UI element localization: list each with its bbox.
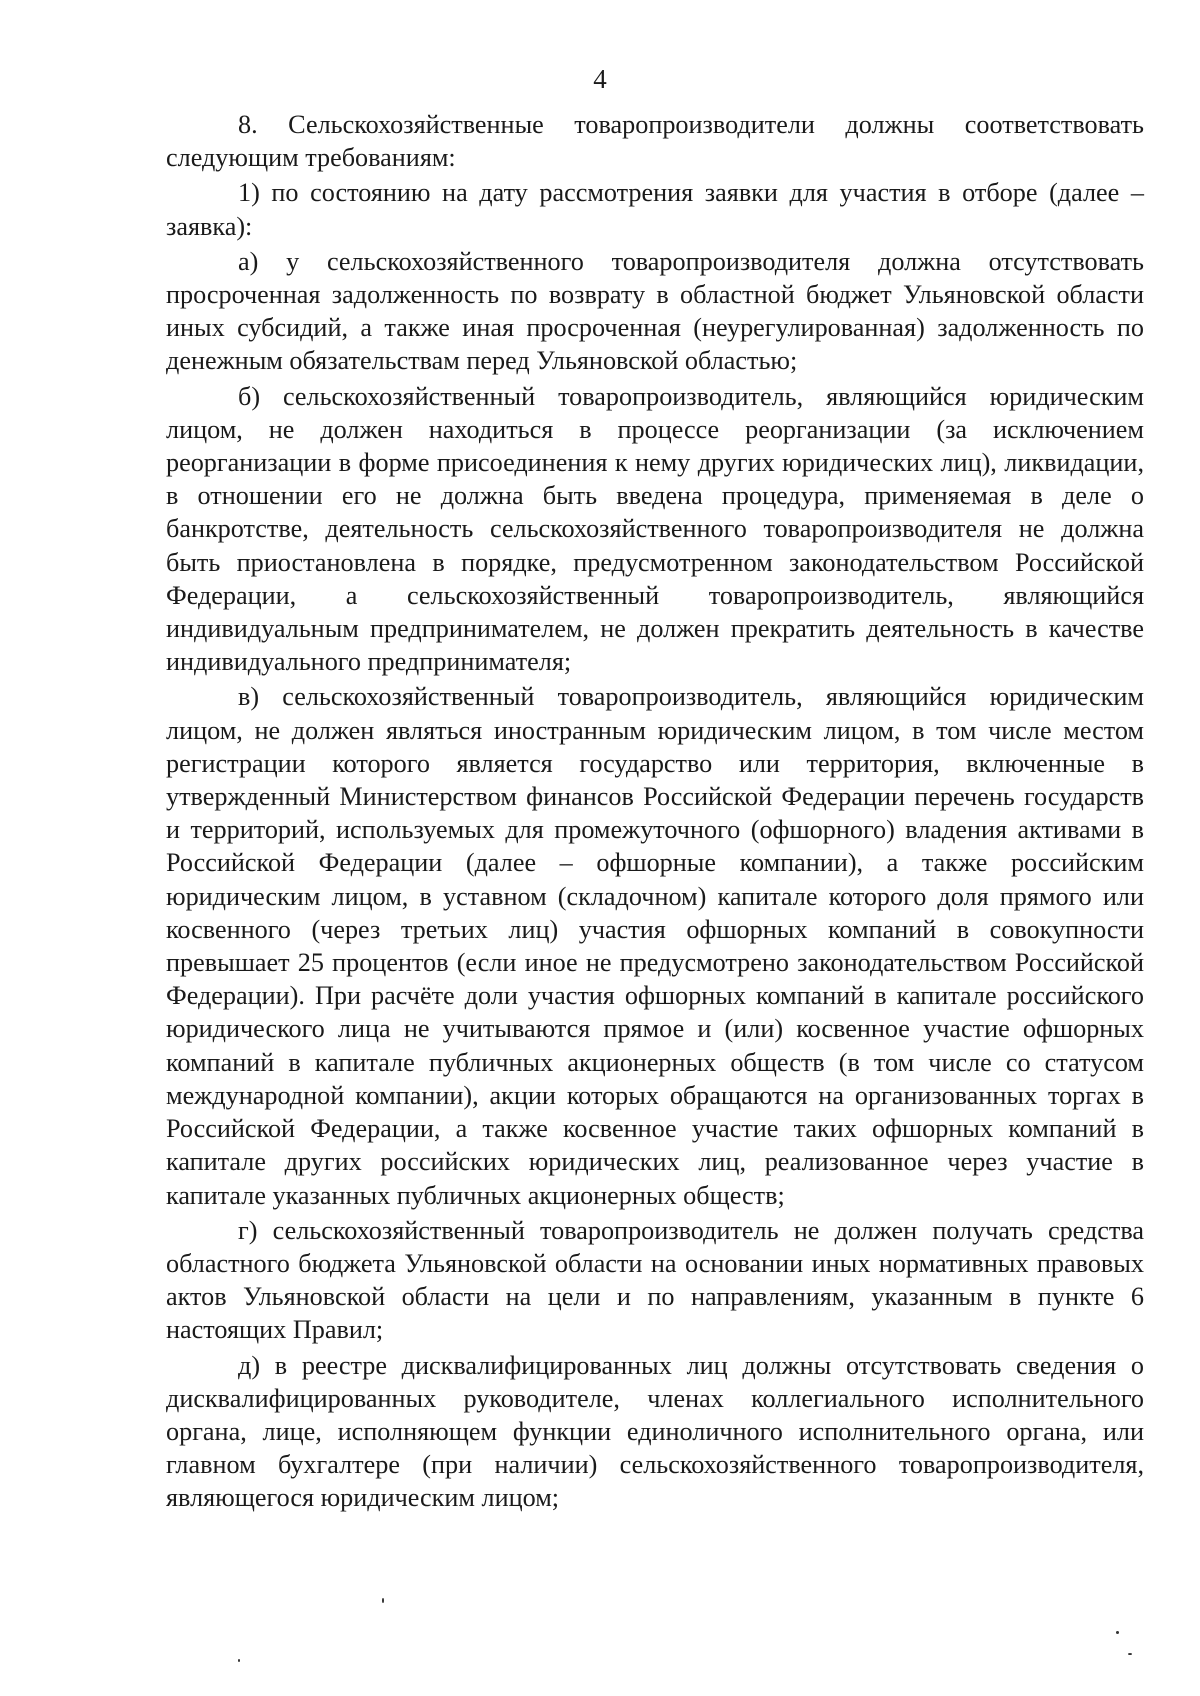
scan-speck <box>1116 1631 1119 1634</box>
paragraph-8-1-v: в) сельскохозяйственный товаропроизводитель, являющийся юридическим лицом, не должен являться иностранным юридическим лицом, в том числе местом регистрации которого является государство или территория, включенные в утвержденный Министерством финансов Российской Федерации перечень государств и территорий, используемых для промежуточного (офшорного) владения активами в Российской Федерации (далее – офшорные компании), а также российским юридическим лицом, в уставном (складочном) капитале которого доля прямого или косвенного (через третьих лиц) участия офшорных компаний в совокупности превышает 25 процентов (если иное не предусмотрено законодательством Российской Федерации). При расчёте доли участия офшорных компаний в капитале российского юридического лица не учитываются прямое и (или) косвенное участие офшорных компаний в капитале публичных акционерных обществ (в том числе со статусом международной компании), акции которых обращаются на организованных торгах в Российской Федерации, а также косвенное участие таких офшорных компаний в капитале других российских юридических лиц, реализованное через участие в капитале указанных публичных акционерных обществ; <box>166 682 1144 1210</box>
scan-speck <box>382 1598 384 1603</box>
paragraph-8-1-b: б) сельскохозяйственный товаропроизводитель, являющийся юридическим лицом, не должен находиться в процессе реорганизации (за исключением реорганизации в форме присоединения к нему других юридических лиц), ликвидации, в отношении его не должна быть введена процедура, применяемая в деле о банкротстве, деятельность сельскохозяйственного товаропроизводителя не должна быть приостановлена в порядке, предусмотренном законодательством Российской Федерации, а сельскохозяйственный товаропроизводитель, являющийся индивидуальным предпринимателем, не должен прекратить деятельность в качестве индивидуального предпринимателя; <box>166 381 1144 677</box>
paragraph-8-1-a: а) у сельскохозяйственного товаропроизводителя должна отсутствовать просроченная задолженность по возврату в областной бюджет Ульяновской области иных субсидий, а также иная просроченная (неурегулированная) задолженность по денежным обязательствам перед Ульяновской областью; <box>166 246 1144 376</box>
paragraph-8-1-g: г) сельскохозяйственный товаропроизводитель не должен получать средства областного бюджета Ульяновской области на основании иных нормативных правовых актов Ульяновской области на цели и по направлениям, указанным в пункте 6 настоящих Правил; <box>166 1215 1144 1345</box>
document-body <box>166 108 1144 1515</box>
paragraph-8: 8. Сельскохозяйственные товаропроизводители должны соответствовать следующим требованиям: <box>166 110 1144 173</box>
scan-speck <box>238 1659 240 1662</box>
page-number: 4 <box>593 64 607 94</box>
paragraph-8-1: 1) по состоянию на дату рассмотрения заявки для участия в отборе (далее – заявка): <box>166 178 1144 241</box>
scan-speck <box>1128 1653 1132 1655</box>
paragraph-8-1-d: д) в реестре дисквалифицированных лиц должны отсутствовать сведения о дисквалифицированных руководителе, членах коллегиального исполнительного органа, лице, исполняющем функции единоличного исполнительного органа, или главном бухгалтере (при наличии) сельскохозяйственного товаропроизводителя, являющегося юридическим лицом; <box>166 1350 1144 1513</box>
